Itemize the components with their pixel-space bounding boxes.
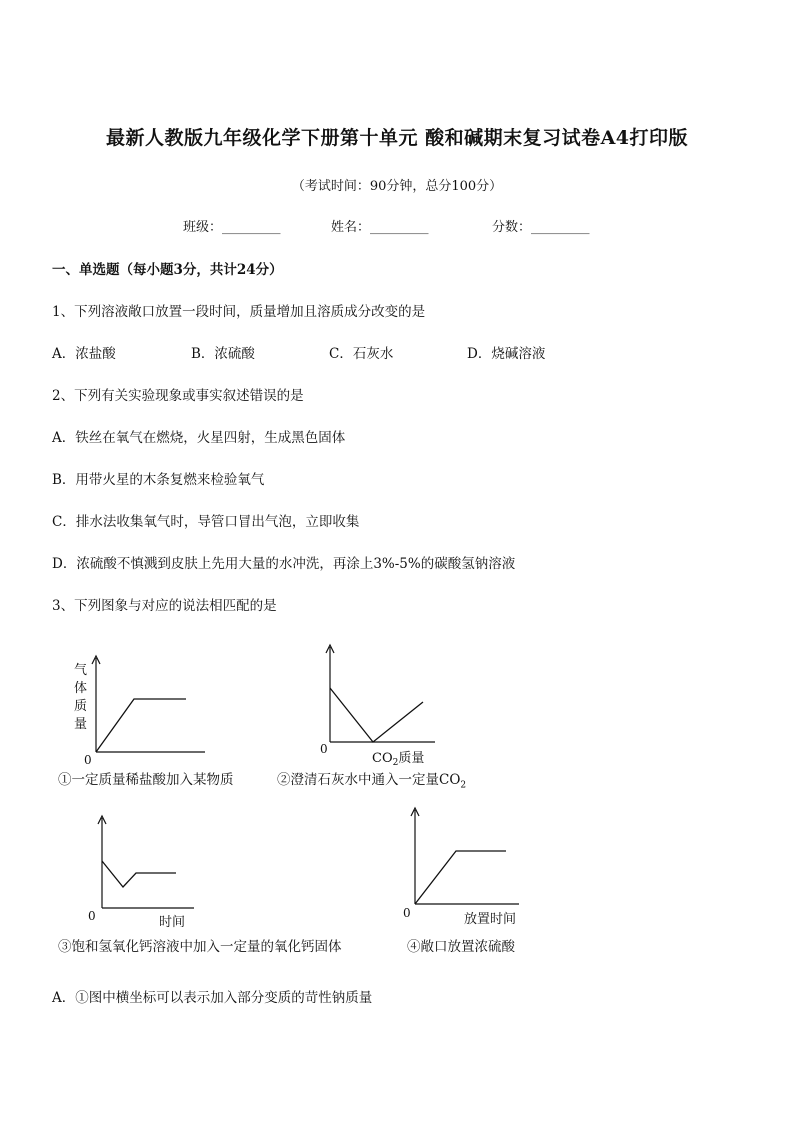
- graph-1-curve: [96, 699, 186, 752]
- q2-option-a: A．铁丝在氧气在燃烧，火星四射，生成黑色固体: [52, 430, 346, 446]
- graph-1-caption: ①一定质量稀盐酸加入某物质: [58, 772, 234, 788]
- graph-2-xlabel: $CO_2$质量: [372, 751, 425, 768]
- graph-1-axes: [92, 656, 205, 752]
- graph-2-origin: 0: [320, 742, 328, 756]
- question-1-stem: 1、下列溶液敞口放置一段时间，质量增加且溶质成分改变的是: [52, 304, 426, 320]
- exam-title: 最新人教版九年级化学下册第十单元 酸和碱期末复习试卷A4打印版: [105, 127, 689, 149]
- graph-1-ylabel-2: 体: [74, 681, 88, 696]
- graph-3: [82, 810, 202, 930]
- graph-4-curve: [415, 851, 506, 904]
- graph-4-xlabel: 放置时间: [464, 912, 517, 927]
- q1-option-a: A．浓盐酸: [52, 346, 116, 362]
- graph-4: [395, 800, 530, 930]
- q2-option-d: D．浓硫酸不慎溅到皮肤上先用大量的水冲洗，再涂上3%-5%的碳酸氢钠溶液: [52, 556, 516, 572]
- graph-1-origin: 0: [84, 753, 92, 767]
- graph-3-caption: ③饱和氢氧化钙溶液中加入一定量的氧化钙固体: [58, 939, 342, 955]
- graph-4-origin: 0: [403, 906, 411, 920]
- graph-1-ylabel-4: 量: [74, 717, 88, 732]
- q3-option-a: A．①图中横坐标可以表示加入部分变质的苛性钠质量: [52, 990, 373, 1006]
- graph-3-xlabel: 时间: [159, 915, 186, 930]
- graph-4-caption: ④敞口放置浓硫酸: [407, 939, 515, 955]
- graph-2-caption: ②澄清石灰水中通入一定量$CO_2$: [277, 772, 467, 791]
- score-field: 分数：_________: [492, 220, 590, 235]
- graph-2-axes: [326, 645, 435, 742]
- q2-option-c: C．排水法收集氧气时，导管口冒出气泡，立即收集: [52, 514, 360, 530]
- graph-1-ylabel-1: 气: [74, 663, 88, 678]
- graph-1: [55, 648, 215, 770]
- question-3-stem: 3、下列图象与对应的说法相匹配的是: [52, 598, 277, 614]
- graph-2: [310, 640, 450, 768]
- class-field: 班级：_________: [183, 220, 281, 235]
- exam-info: （考试时间：90分钟，总分100分）: [291, 179, 503, 194]
- graph-3-curve: [102, 861, 176, 887]
- q2-option-b: B．用带火星的木条复燃来检验氧气: [52, 472, 265, 488]
- q1-option-d: D．烧碱溶液: [467, 346, 546, 362]
- q1-option-b: B．浓硫酸: [191, 346, 255, 362]
- q1-option-c: C．石灰水: [329, 346, 394, 362]
- section-heading: 一、单选题（每小题3分，共计24分）: [52, 262, 283, 278]
- graph-1-ylabel-3: 质: [74, 699, 88, 714]
- name-field: 姓名：_________: [331, 220, 429, 235]
- graph-2-curve: [330, 688, 423, 742]
- graph-3-axes: [98, 816, 194, 908]
- question-2-stem: 2、下列有关实验现象或事实叙述错误的是: [52, 388, 304, 404]
- graph-4-axes: [411, 808, 519, 904]
- graph-3-origin: 0: [88, 909, 96, 923]
